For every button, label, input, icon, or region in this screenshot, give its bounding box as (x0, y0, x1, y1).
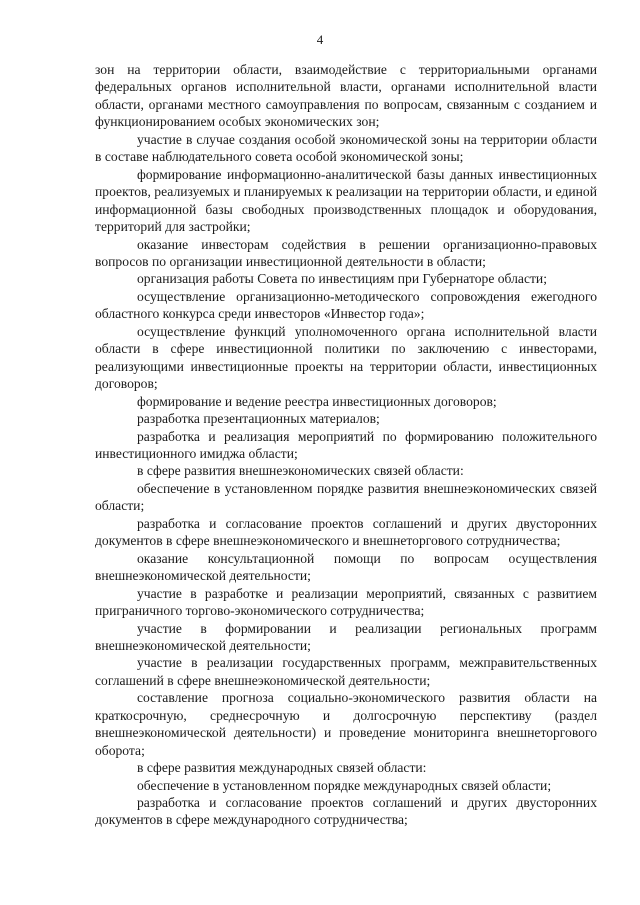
paragraph: разработка и согласование проектов соглашений и других двусторонних документов в сфере международного сотрудничества; (95, 795, 597, 828)
paragraph: участие в реализации государственных программ, межправительственных соглашений в сфере внешнеэкономической деятельности; (95, 655, 597, 688)
paragraph: обеспечение в установленном порядке международных связей области; (137, 777, 552, 793)
paragraph-continuation: зон на территории области, взаимодействие с территориальными органами федеральных органов исполнительной власти, органами исполнительной власти области, органами местного самоуправления по вопросам, связанным с созданием и функционированием особых экономических зон; (95, 62, 597, 130)
paragraph: формирование информационно-аналитической базы данных инвестиционных проектов, реализуемых и планируемых к реализации на территории области, и единой информационной базы свободных производственных площадок и оборудования, территорий для застройки; (95, 166, 597, 235)
paragraph: формирование и ведение реестра инвестиционных договоров; (137, 393, 497, 409)
paragraph: участие в формировании и реализации региональных программ внешнеэкономической деятельности; (95, 620, 597, 653)
paragraph: осуществление функций уполномоченного органа исполнительной власти области в сфере инвестиционной политики по заключению с инвесторами, реализующими инвестиционные проекты на территории области, инвестиционных договоров; (95, 323, 597, 392)
section-heading: в сфере развития внешнеэкономических связей области: (137, 463, 464, 479)
paragraph: разработка и реализация мероприятий по формированию положительного инвестиционного имиджа области; (95, 428, 597, 461)
paragraph: обеспечение в установленном порядке развития внешнеэкономических связей области; (95, 480, 597, 514)
page-number: 4 (316, 32, 324, 47)
paragraph: участие в случае создания особой экономической зоны на территории области в составе наблюдательного совета особой экономической зоны; (95, 131, 597, 165)
paragraph: организация работы Совета по инвестициям при Губернаторе области; (137, 271, 547, 287)
paragraph: осуществление организационно-методического сопровождения ежегодного областного конкурса среди инвесторов «Инвестор года»; (95, 288, 597, 322)
document-body (95, 61, 597, 829)
paragraph: оказание консультационной помощи по вопросам осуществления внешнеэкономической деятельности; (95, 550, 597, 584)
paragraph: разработка презентационных материалов; (137, 411, 380, 427)
paragraph: разработка и согласование проектов соглашений и других двусторонних документов в сфере внешнеэкономического и внешнеторгового сотрудничества; (95, 515, 597, 549)
paragraph: оказание инвесторам содействия в решении организационно-правовых вопросов по организации инвестиционной деятельности в области; (95, 236, 597, 269)
paragraph: участие в разработке и реализации мероприятий, связанных с развитием приграничного торгово-экономического сотрудничества; (95, 585, 597, 619)
paragraph: составление прогноза социально-экономического развития области на краткосрочную, среднесрочную и долгосрочную перспективу (раздел внешнеэкономической деятельности) и проведение мониторинга внешнеторгового оборота; (95, 690, 597, 758)
section-heading: в сфере развития международных связей области: (137, 760, 427, 776)
